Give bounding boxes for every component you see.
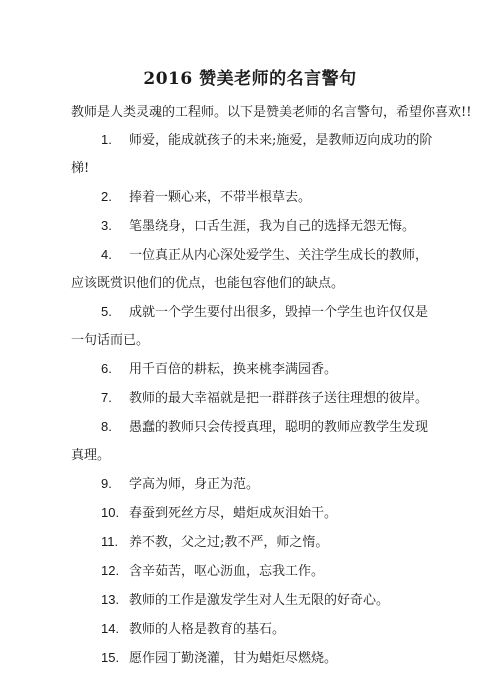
quote-item xyxy=(71,470,436,499)
quote-number: 4. xyxy=(101,247,112,262)
quote-text: 用千百倍的耕耘，换来桃李满园香。 xyxy=(129,362,338,377)
quote-number: 7. xyxy=(101,390,112,405)
quote-item xyxy=(71,355,436,384)
document-title: 2016 赞美老师的名言警句 xyxy=(143,69,357,89)
quote-text: 含辛茹苦，呕心沥血，忘我工作。 xyxy=(129,564,325,579)
quote-item xyxy=(71,499,436,528)
quote-number: 11. xyxy=(101,534,119,549)
quote-text: 捧着一颗心来，不带半根草去。 xyxy=(129,190,312,205)
quote-text: 愚蠢的教师只会传授真理，聪明的教师应教学生发现真理。 xyxy=(71,420,429,463)
quote-item xyxy=(71,615,436,644)
quote-text: 学高为师，身正为范。 xyxy=(129,477,260,492)
quote-number: 14. xyxy=(101,621,120,636)
quote-number: 9. xyxy=(101,476,112,491)
quote-number: 1. xyxy=(101,132,112,147)
quote-number: 12. xyxy=(101,563,120,578)
document-intro: 教师是人类灵魂的工程师。以下是赞美老师的名言警句，希望你喜欢!! xyxy=(71,105,472,120)
quote-item xyxy=(71,298,436,355)
quote-number: 3. xyxy=(101,218,112,233)
quote-text: 教师的工作是激发学生对人生无限的好奇心。 xyxy=(129,593,390,608)
quote-number: 6. xyxy=(101,361,112,376)
quote-number: 2. xyxy=(101,189,112,204)
quote-item xyxy=(71,183,436,212)
quote-number: 8. xyxy=(101,419,112,434)
quote-text: 愿作园丁勤浇灌，甘为蜡炬尽燃烧。 xyxy=(129,651,338,666)
quote-number: 10. xyxy=(101,505,120,520)
quote-text: 教师的人格是教育的基石。 xyxy=(129,622,286,637)
quote-item xyxy=(71,212,436,241)
quote-item xyxy=(71,586,436,615)
quote-number: 5. xyxy=(101,304,112,319)
quote-number: 13. xyxy=(101,592,120,607)
quote-text: 一位真正从内心深处爱学生、关注学生成长的教师，应该既赏识他们的优点，也能包容他们的缺点。 xyxy=(71,248,429,291)
quote-list xyxy=(71,126,436,673)
quote-text: 养不教，父之过;教不严，师之惰。 xyxy=(129,535,329,550)
quote-text: 春蚕到死丝方尽，蜡炬成灰泪始干。 xyxy=(129,506,338,521)
quote-item xyxy=(71,126,436,183)
quote-text: 成就一个学生要付出很多，毁掉一个学生也许仅仅是一句话而已。 xyxy=(71,305,429,348)
quote-text: 师爱，能成就孩子的未来;施爱，是教师迈向成功的阶梯! xyxy=(71,133,433,176)
quote-item xyxy=(71,528,436,557)
quote-item xyxy=(71,644,436,673)
quote-text: 笔墨绕身，口舌生涯，我为自己的选择无怨无悔。 xyxy=(129,219,416,234)
quote-item xyxy=(71,241,436,298)
quote-item xyxy=(71,413,436,470)
quote-item xyxy=(71,557,436,586)
quote-number: 15. xyxy=(101,650,120,665)
quote-text: 教师的最大幸福就是把一群群孩子送往理想的彼岸。 xyxy=(129,391,429,406)
quote-item xyxy=(71,384,436,413)
